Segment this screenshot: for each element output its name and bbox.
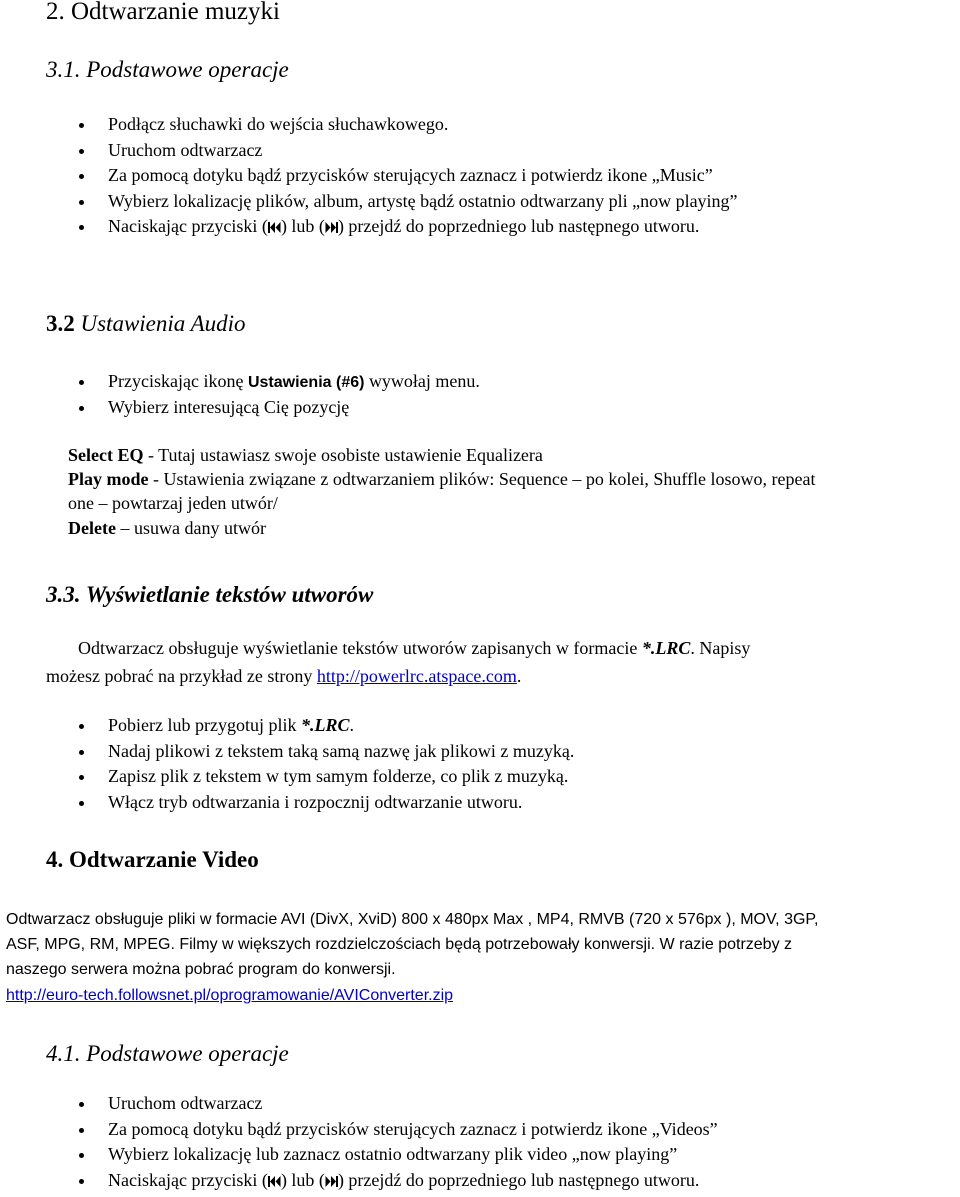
avi-converter-link-line [6, 984, 453, 1008]
list-item: Podłącz słuchawki do wejścia słuchawkowego. [0, 112, 738, 138]
next-track-icon [325, 1175, 338, 1188]
list-item: Wybierz interesującą Cię pozycję [0, 395, 480, 421]
delete-line: Delete – usuwa dany utwór [68, 518, 266, 538]
list-item: Zapisz plik z tekstem w tym samym folderze, co plik z muzyką. [0, 764, 574, 790]
play-mode-line-2: one – powtarzaj jeden utwór/ [68, 493, 278, 513]
lyrics-intro-line-2: możesz pobrać na przykład ze strony http://powerlrc.atspace.com. [46, 666, 522, 686]
list-item: Naciskając przyciski ( ) lub ( ) przejdź do poprzedniego lub następnego utworu. [0, 214, 738, 240]
lyrics-intro-line-1: Odtwarzacz obsługuje wyświetlanie tekstów utworów zapisanych w formacie *.LRC. Napisy [78, 638, 751, 658]
next-track-icon [325, 221, 338, 234]
video-formats-line-3: naszego serwera można pobrać program do konwersji. [6, 961, 396, 978]
section-3-3-list [0, 713, 574, 815]
play-mode-line: Play mode - Ustawienia związane z odtwarzaniem plików: Sequence – po kolei, Shuffle losowo, repeat [68, 469, 816, 489]
section-3-2-list [0, 369, 480, 420]
select-eq-line: Select EQ - Tutaj ustawiasz swoje osobiste ustawienie Equalizera [68, 445, 543, 465]
list-item: Przyciskając ikonę Ustawienia (#6) wywołaj menu. [0, 369, 480, 395]
list-item: Uruchom odtwarzacz [0, 138, 738, 164]
powerlrc-link[interactable]: http://powerlrc.atspace.com [316, 666, 517, 686]
prev-track-icon [268, 1175, 281, 1188]
prev-track-icon [268, 221, 281, 234]
section-4-1-list [0, 1091, 718, 1193]
list-item: Wybierz lokalizację plików, album, artystę bądź ostatnio odtwarzany pli „now playing” [0, 189, 738, 215]
list-item: Za pomocą dotyku bądź przycisków sterujących zaznacz i potwierdz ikone „Music” [0, 163, 738, 189]
section-3-2-title: 3.2 Ustawienia Audio [46, 311, 246, 336]
section-3-1-list [0, 112, 738, 240]
section-2-title: 2. Odtwarzanie muzyki [46, 0, 280, 25]
list-item: Wybierz lokalizację lub zaznacz ostatnio odtwarzany plik video „now playing” [0, 1142, 718, 1168]
list-item: Uruchom odtwarzacz [0, 1091, 718, 1117]
list-item: Pobierz lub przygotuj plik *.LRC. [0, 713, 574, 739]
section-3-1-title: 3.1. Podstawowe operacje [46, 57, 289, 82]
section-4-title: 4. Odtwarzanie Video [46, 847, 259, 872]
list-item: Nadaj plikowi z tekstem taką samą nazwę jak plikowi z muzyką. [0, 739, 574, 765]
video-formats-line-2: ASF, MPG, RM, MPEG. Filmy w większych rozdzielczościach będą potrzebowały konwersji. W razie potrzeby z [6, 936, 793, 953]
avi-converter-link[interactable]: http://euro-tech.followsnet.pl/oprogramowanie/AVIConverter.zip [6, 987, 454, 1004]
section-4-1-title: 4.1. Podstawowe operacje [46, 1041, 289, 1066]
list-item: Włącz tryb odtwarzania i rozpocznij odtwarzanie utworu. [0, 790, 574, 816]
list-item: Naciskając przyciski ( ) lub ( ) przejdź do poprzedniego lub następnego utworu. [0, 1168, 718, 1194]
list-item: Za pomocą dotyku bądź przycisków sterujących zaznacz i potwierdz ikone „Videos” [0, 1117, 718, 1143]
section-3-3-title: 3.3. Wyświetlanie tekstów utworów [46, 582, 374, 607]
video-formats-line-1: Odtwarzacz obsługuje pliki w formacie AVI (DivX, XviD) 800 x 480px Max , MP4, RMVB (720 x 576px ), MOV, 3GP, [6, 911, 819, 928]
